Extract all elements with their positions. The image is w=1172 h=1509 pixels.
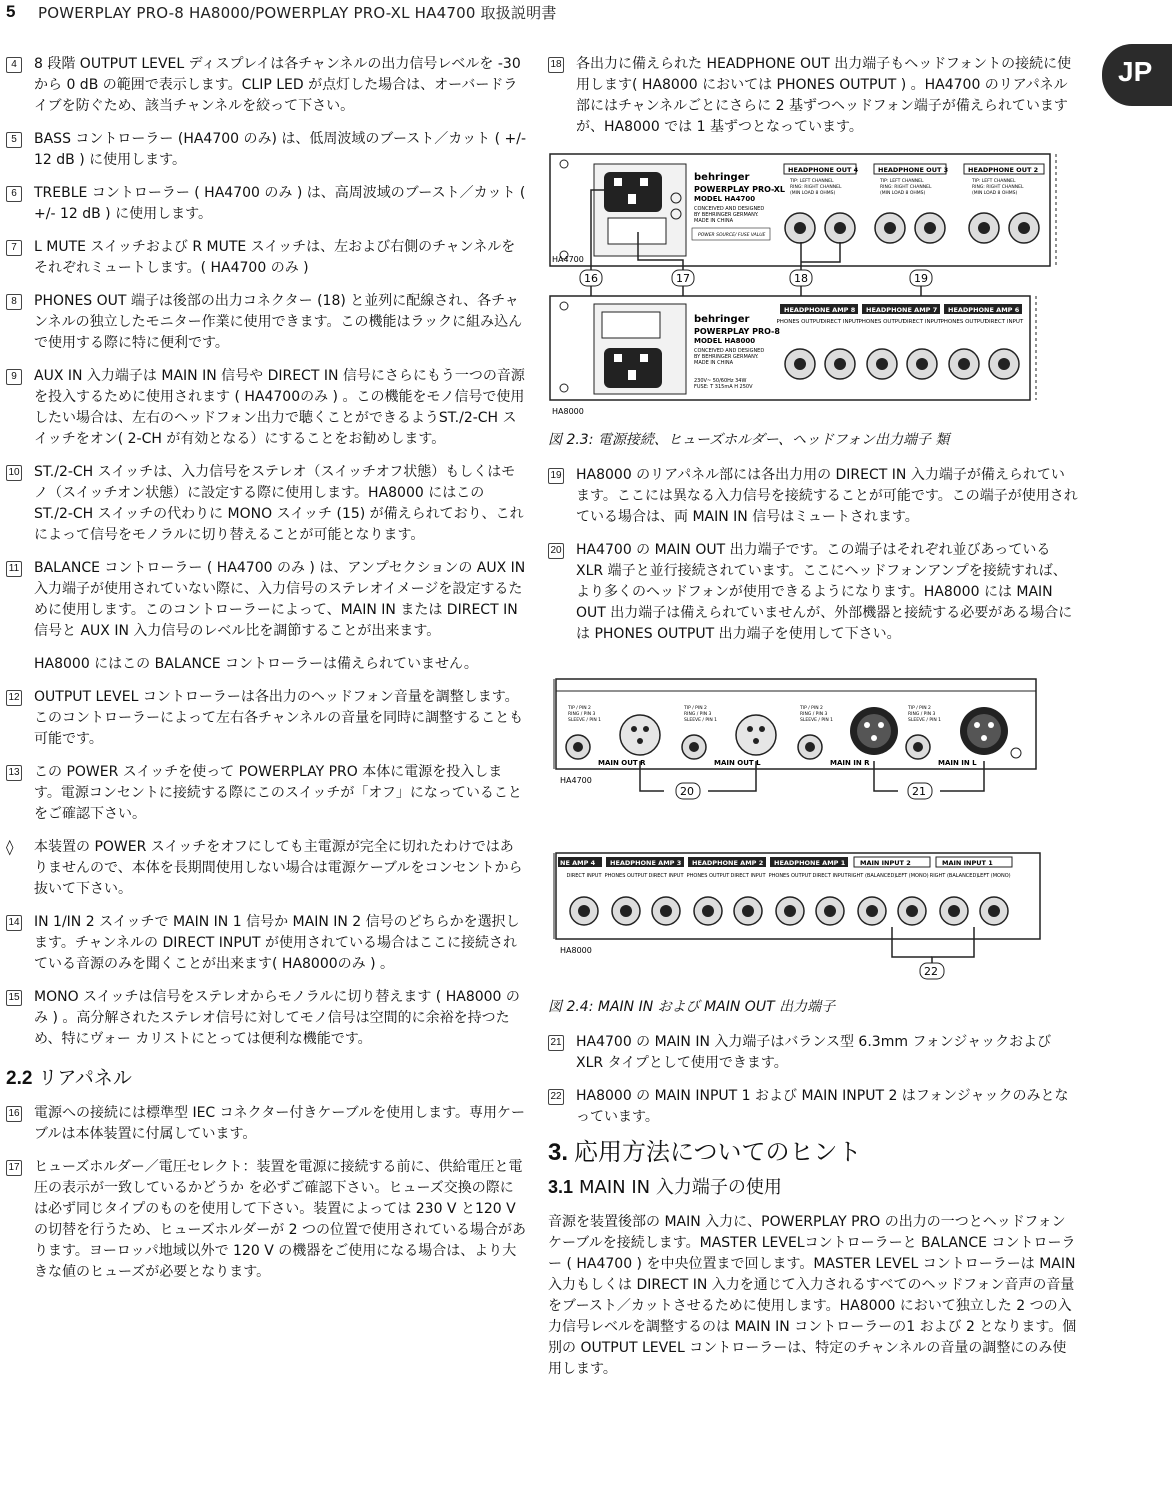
ha8000-amp-6-label: HEADPHONE AMP 6 bbox=[948, 306, 1020, 314]
ha8000-credit-3: MADE IN CHINA bbox=[694, 360, 734, 366]
ha8000-amp-8-label: HEADPHONE AMP 8 bbox=[784, 306, 856, 314]
sleeve-pin-label: SLEEVE / PIN 1 bbox=[568, 718, 602, 723]
ring-pin-label: RING / PIN 3 bbox=[908, 712, 936, 717]
section-title: リアパネル bbox=[38, 1067, 132, 1089]
item-20 bbox=[548, 540, 1078, 645]
item-14 bbox=[6, 912, 526, 975]
figure-2-4 bbox=[548, 657, 1078, 1018]
item-number: 20 bbox=[548, 543, 564, 559]
ring-pin-label: RING / PIN 3 bbox=[800, 712, 828, 717]
item-number: 7 bbox=[6, 240, 22, 256]
figure-2-4-drawing bbox=[548, 657, 1068, 987]
sleeve-pin-label: SLEEVE / PIN 1 bbox=[908, 718, 942, 723]
ha8000-jack-label: PHONES OUTPUT bbox=[768, 873, 812, 879]
ha4700-out-4-label: HEADPHONE OUT 4 bbox=[788, 166, 859, 174]
ha8000-jack-label: LEFT (MONO) bbox=[977, 873, 1011, 879]
ha8000-fuse-rating: FUSE: T 315mA H 250V bbox=[694, 384, 753, 390]
section-3-heading bbox=[548, 1138, 1078, 1166]
callout-16: 16 bbox=[584, 272, 598, 285]
ha8000-brand: behringer bbox=[694, 314, 750, 325]
item-5 bbox=[6, 129, 526, 171]
ha8000-jack-label: PHONES OUTPUT bbox=[604, 873, 648, 879]
ha4700-ring-line: RING: RIGHT CHANNEL bbox=[880, 185, 932, 190]
ha8000-jack-label: DIRECT INPUT bbox=[902, 319, 942, 325]
item-number: 16 bbox=[6, 1106, 22, 1122]
ha4700-credit-2: BY BEHRINGER GERMANY. bbox=[694, 212, 759, 218]
ha8000-amp-4-tab: NE AMP 4 bbox=[560, 859, 596, 867]
sleeve-pin-label: SLEEVE / PIN 1 bbox=[684, 718, 718, 723]
ha8000-main-input-1-tab: MAIN INPUT 1 bbox=[942, 859, 993, 867]
ha4700-model-label: HA4700 bbox=[560, 776, 592, 785]
item-text: ヒューズホルダー／電圧セレクト：装置を電源に接続する前に、供給電圧と電圧の表示が一致しているかどうか を必ずご確認下さい。ヒューズ交換の際には必ず同じタイプのものを使用して下さい。装置によっては 230 V と120 V の切替を行うため、ヒューズホルダーが 2 つの位置で使用されている場合があります。ヨーロッパ地域以外で 120 V の機器をご使用になる場合は、より大きな値のヒューズが必要となります。 bbox=[34, 1159, 526, 1280]
ha8000-product: POWERPLAY PRO-8 bbox=[694, 327, 780, 336]
page-title: POWERPLAY PRO-8 HA8000/POWERPLAY PRO-XL HA4700 取扱説明書 bbox=[38, 4, 557, 22]
ha8000-jack-label: LEFT (MONO) bbox=[895, 873, 929, 879]
item-text: 8 段階 OUTPUT LEVEL ディスプレイは各チャンネルの出力信号レベルを -30 から 0 dB の範囲で表示します。CLIP LED が点灯した場合は、オーバードライブを防ぐため、該当チャンネルを絞って下さい。 bbox=[34, 56, 521, 114]
item-text: IN 1/IN 2 スイッチで MAIN IN 1 信号か MAIN IN 2 信号のどちらかを選択します。チャンネルの DIRECT INPUT が使用されている場合はここに接続されている音源のみを聞くことが出来ます( HA8000のみ ) 。 bbox=[34, 914, 520, 972]
item-text: 電源への接続には標準型 IEC コネクター付きケーブルを使用します。専用ケーブルは本体装置に付属しています。 bbox=[34, 1105, 525, 1142]
callout-18: 18 bbox=[794, 272, 808, 285]
item-number: 11 bbox=[6, 561, 22, 577]
figure-2-3 bbox=[548, 150, 1078, 451]
ring-pin-label: RING / PIN 3 bbox=[568, 712, 596, 717]
main-in-l-label: MAIN IN L bbox=[938, 759, 977, 767]
ha8000-jack-label: PHONES OUTPUT bbox=[940, 319, 988, 325]
item-number: 19 bbox=[548, 468, 564, 484]
ha8000-main-input-2-tab: MAIN INPUT 2 bbox=[860, 859, 911, 867]
tip-pin-label: TIP / PIN 2 bbox=[568, 706, 591, 711]
ha4700-load-line: (MIN LOAD 8 OHMS) bbox=[972, 191, 1018, 196]
warning-note bbox=[6, 837, 526, 900]
item-text: AUX IN 入力端子は MAIN IN 信号や DIRECT IN 信号にさらにもう一つの音源を投入するために使用されます ( HA4700のみ ) 。この機能をモノ信号で使用したい場合は、左右のヘッドフォン出力で聴くことができるようST./2-CH スイッチをオン( 2-CH が有効となる）にすることをお勧めします。 bbox=[34, 368, 525, 447]
callout-21: 21 bbox=[912, 785, 926, 798]
item-4 bbox=[6, 54, 526, 117]
item-number: 8 bbox=[6, 294, 22, 310]
ha8000-jack-label: PHONES OUTPUT bbox=[776, 319, 824, 325]
ha4700-tip-line: TIP: LEFT CHANNEL bbox=[972, 179, 1016, 184]
item-number: 10 bbox=[6, 465, 22, 481]
item-11 bbox=[6, 558, 526, 675]
item-number: 12 bbox=[6, 690, 22, 706]
figure-2-3-drawing bbox=[548, 150, 1068, 420]
left-column bbox=[6, 54, 526, 1295]
item-6 bbox=[6, 183, 526, 225]
section-3-1-body: 音源を装置後部の MAIN 入力に、POWERPLAY PRO の出力の一つとヘッドフォンケーブルを接続します。MASTER LEVELコントローラーと BALANCE コントローラー ( HA4700 ) を中央位置まで回します。MASTER LEVEL コントローラーは MAIN 入力もしくは DIRECT IN 入力を通じて入力されるすべてのヘッドフォン音声の音量をブースト／カットさせるために使用します。HA8000 において独立した 2 つの入力信号レベルを調整するのは MAIN IN コントローラーの1 および 2 となります。個別の OUTPUT LEVEL コントローラーは、特定のチャンネルの音量の調整にのみ使用します。 bbox=[548, 1214, 1077, 1377]
item-15 bbox=[6, 987, 526, 1050]
item-12 bbox=[6, 687, 526, 750]
item-text: TREBLE コントローラー ( HA4700 のみ ) は、高周波域のブースト／カット ( +/- 12 dB ) に使用します。 bbox=[34, 185, 526, 222]
ha4700-credit-3: MADE IN CHINA bbox=[694, 218, 734, 224]
ha8000-jack-label: DIRECT INPUT bbox=[984, 319, 1024, 325]
page-number: 5 bbox=[6, 2, 16, 21]
section-number: 3.1 bbox=[548, 1177, 574, 1197]
ha8000-amp-3-tab: HEADPHONE AMP 3 bbox=[610, 859, 682, 867]
ha4700-rear-panel bbox=[550, 154, 1056, 266]
ha4700-tip-line: TIP: LEFT CHANNEL bbox=[790, 179, 834, 184]
item-13 bbox=[6, 762, 526, 825]
ha4700-fuse-label: POWER SOURCE/ FUSE VALUE bbox=[698, 233, 766, 238]
ha8000-credit-2: BY BEHRINGER GERMANY. bbox=[694, 354, 759, 360]
ha8000-power-rating: 230V~ 50/60Hz 34W bbox=[694, 378, 747, 384]
section-title: MAIN IN 入力端子の使用 bbox=[579, 1177, 782, 1198]
item-21 bbox=[548, 1032, 1078, 1074]
section-3-1-heading bbox=[548, 1177, 1078, 1198]
ha8000-jack-label: PHONES OUTPUT bbox=[858, 319, 906, 325]
ha8000-amp-1-tab: HEADPHONE AMP 1 bbox=[774, 859, 846, 867]
item-8 bbox=[6, 291, 526, 354]
callout-19: 19 bbox=[914, 272, 928, 285]
ha8000-jack-label: DIRECT INPUT bbox=[566, 873, 602, 879]
warning-text: 本装置の POWER スイッチをオフにしても主電源が完全に切れたわけではありませんので、本体を長期間使用しない場合は電源ケーブルをコンセントから抜いて下さい。 bbox=[34, 839, 523, 897]
item-number: 14 bbox=[6, 915, 22, 931]
ha8000-amp-2-tab: HEADPHONE AMP 2 bbox=[692, 859, 764, 867]
item-text: HA4700 の MAIN OUT 出力端子です。この端子はそれぞれ並びあっている XLR 端子と並行接続されています。ここにヘッドフォンアンプを接続すれば、より多くのヘッドフォンが使用できるようになります。HA8000 には MAIN OUT 出力端子は備えられていませんが、外部機器と接続する必要がある場合には PHONES OUTPUT 出力端子を使用して下さい。 bbox=[576, 542, 1073, 642]
ha4700-ring-line: RING: RIGHT CHANNEL bbox=[972, 185, 1024, 190]
tip-pin-label: TIP / PIN 2 bbox=[908, 706, 931, 711]
tip-pin-label: TIP / PIN 2 bbox=[800, 706, 823, 711]
ha4700-main-io-panel bbox=[554, 679, 1036, 799]
ha8000-model-label: HA8000 bbox=[560, 946, 592, 955]
ha8000-model-label: HA8000 bbox=[552, 407, 584, 416]
ha4700-load-line: (MIN LOAD 8 OHMS) bbox=[880, 191, 926, 196]
item-number: 22 bbox=[548, 1089, 564, 1105]
ha8000-jack-label: DIRECT INPUT bbox=[812, 873, 848, 879]
item-text: MONO スイッチは信号をステレオからモノラルに切り替えます ( HA8000 のみ ) 。高分解されたステレオ信号に対してモノ信号は空間的に余裕を持つため、特にヴォー カリストにとっては便利な機能です。 bbox=[34, 989, 520, 1047]
ha4700-tip-line: TIP: LEFT CHANNEL bbox=[880, 179, 924, 184]
item-text: HA8000 のリアパネル部には各出力用の DIRECT IN 入力端子が備えられています。ここには異なる入力信号を接続することが可能です。この端子が使用されている場合は、両 MAIN IN 信号はミュートされます。 bbox=[576, 467, 1078, 525]
ha8000-main-input-panel bbox=[554, 853, 1040, 979]
language-tab-label: JP bbox=[1118, 56, 1153, 87]
item-number: 21 bbox=[548, 1035, 564, 1051]
main-in-r-label: MAIN IN R bbox=[830, 759, 870, 767]
ha8000-jack-label: DIRECT INPUT bbox=[820, 319, 860, 325]
item-22 bbox=[548, 1086, 1078, 1128]
section-2-2-heading bbox=[6, 1068, 526, 1089]
ha4700-model: MODEL HA4700 bbox=[694, 195, 756, 203]
right-column bbox=[548, 54, 1078, 1380]
tip-pin-label: TIP / PIN 2 bbox=[684, 706, 707, 711]
item-number: 13 bbox=[6, 765, 22, 781]
item-text: L MUTE スイッチおよび R MUTE スイッチは、左および右側のチャンネルをそれぞれミュートします。( HA4700 のみ ) bbox=[34, 239, 516, 276]
ha4700-credit-1: CONCEIVED AND DESIGNED bbox=[694, 206, 765, 212]
item-text: HA4700 の MAIN IN 入力端子はバランス型 6.3mm フォンジャックおよび XLR タイプとして使用できます。 bbox=[576, 1034, 1052, 1071]
item-text: この POWER スイッチを使って POWERPLAY PRO 本体に電源を投入します。電源コンセントに接続する際にこのスイッチが「オフ」になっていることをご確認下さい。 bbox=[34, 764, 522, 822]
item-10 bbox=[6, 462, 526, 546]
item-text: HA8000 の MAIN INPUT 1 および MAIN INPUT 2 はフォンジャックのみとなっています。 bbox=[576, 1088, 1069, 1125]
item-text: PHONES OUT 端子は後部の出力コネクター (18) と並列に配線され、各チャンネルの独立したモニター作業に使用できます。この機能はラックに組み込んで使用する際に特に便利です。 bbox=[34, 293, 523, 351]
item-text: BASS コントローラー (HA4700 のみ) は、低周波域のブースト／カット ( +/- 12 dB ) に使用します。 bbox=[34, 131, 527, 168]
item-text: OUTPUT LEVEL コントローラーは各出力のヘッドフォン音量を調整します。このコントローラーによって左右各チャンネルの音量を同時に調整することも可能です。 bbox=[34, 689, 524, 747]
ha4700-ring-line: RING: RIGHT CHANNEL bbox=[790, 185, 842, 190]
ha4700-product: POWERPLAY PRO-XL bbox=[694, 185, 785, 194]
item-text: ST./2-CH スイッチは、入力信号をステレオ（スイッチオフ状態）もしくはモノ（スイッチオン状態）に設定する際に使用します。HA8000 にはこの ST./2-CH スイッチの代わりに MONO スイッチ (15) が備えられており、これによって信号をモノラルに切り替えることが可能となります。 bbox=[34, 464, 524, 543]
item-17 bbox=[6, 1157, 526, 1283]
ha4700-out-2-label: HEADPHONE OUT 2 bbox=[968, 166, 1039, 174]
page-header bbox=[0, 0, 1172, 26]
item-number: 5 bbox=[6, 132, 22, 148]
item-number: 4 bbox=[6, 57, 22, 73]
ha4700-model-label: HA4700 bbox=[552, 255, 584, 264]
ha4700-load-line: (MIN LOAD 8 OHMS) bbox=[790, 191, 836, 196]
item-note: HA8000 にはこの BALANCE コントローラーは備えられていません。 bbox=[34, 656, 478, 672]
figure-2-4-caption: 図 2.4: MAIN IN および MAIN OUT 出力端子 bbox=[548, 999, 836, 1015]
sleeve-pin-label: SLEEVE / PIN 1 bbox=[800, 718, 834, 723]
ha8000-jack-label: PHONES OUTPUT bbox=[686, 873, 730, 879]
item-text: BALANCE コントローラー ( HA4700 のみ ) は、アンプセクションの AUX IN 入力端子が使用されていない際に、入力信号のステレオイメージを設定するために使用します。このコントローラーによって、MAIN IN または DIRECT IN 信号と AUX IN 入力信号のレベル比を調節することが出来ます。 bbox=[34, 560, 526, 639]
section-number: 2.2 bbox=[6, 1068, 33, 1089]
callout-17: 17 bbox=[676, 272, 690, 285]
ha8000-jack-label: RIGHT (BALANCED) bbox=[847, 873, 897, 879]
item-number: 15 bbox=[6, 990, 22, 1006]
item-7 bbox=[6, 237, 526, 279]
section-number: 3. bbox=[548, 1139, 569, 1166]
item-18 bbox=[548, 54, 1078, 138]
ha4700-brand: behringer bbox=[694, 172, 750, 183]
warning-icon: ◊ bbox=[6, 838, 14, 856]
ha8000-jack-label: DIRECT INPUT bbox=[730, 873, 766, 879]
item-number: 18 bbox=[548, 57, 564, 73]
item-number: 6 bbox=[6, 186, 22, 202]
item-text: 各出力に備えられた HEADPHONE OUT 出力端子もヘッドフォントの接続に使用します( HA8000 においては PHONES OUTPUT ) 。HA4700 のリアパネル部にはチャンネルごとにさらに 2 基ずつヘッドフォン端子が備えられていますが、HA8000 では 1 基ずつとなっています。 bbox=[576, 56, 1072, 135]
callout-22: 22 bbox=[924, 965, 938, 978]
ha8000-credit-1: CONCEIVED AND DESIGNED bbox=[694, 348, 765, 354]
callout-20: 20 bbox=[680, 785, 694, 798]
figure-2-3-caption: 図 2.3: 電源接続、ヒューズホルダー、ヘッドフォン出力端子 類 bbox=[548, 432, 950, 448]
ring-pin-label: RING / PIN 3 bbox=[684, 712, 712, 717]
ha8000-model: MODEL HA8000 bbox=[694, 337, 756, 345]
language-tab bbox=[1102, 44, 1172, 106]
item-16 bbox=[6, 1103, 526, 1145]
ha8000-rear-panel bbox=[550, 296, 1036, 416]
main-out-l-label: MAIN OUT L bbox=[714, 759, 761, 767]
item-19 bbox=[548, 465, 1078, 528]
item-9 bbox=[6, 366, 526, 450]
item-number: 17 bbox=[6, 1160, 22, 1176]
ha8000-jack-label: DIRECT INPUT bbox=[648, 873, 684, 879]
item-number: 9 bbox=[6, 369, 22, 385]
ha8000-amp-7-label: HEADPHONE AMP 7 bbox=[866, 306, 938, 314]
ha8000-jack-label: RIGHT (BALANCED) bbox=[929, 873, 979, 879]
ha4700-out-3-label: HEADPHONE OUT 3 bbox=[878, 166, 949, 174]
section-title: 応用方法についてのヒント bbox=[574, 1138, 862, 1166]
main-out-r-label: MAIN OUT R bbox=[598, 759, 646, 767]
